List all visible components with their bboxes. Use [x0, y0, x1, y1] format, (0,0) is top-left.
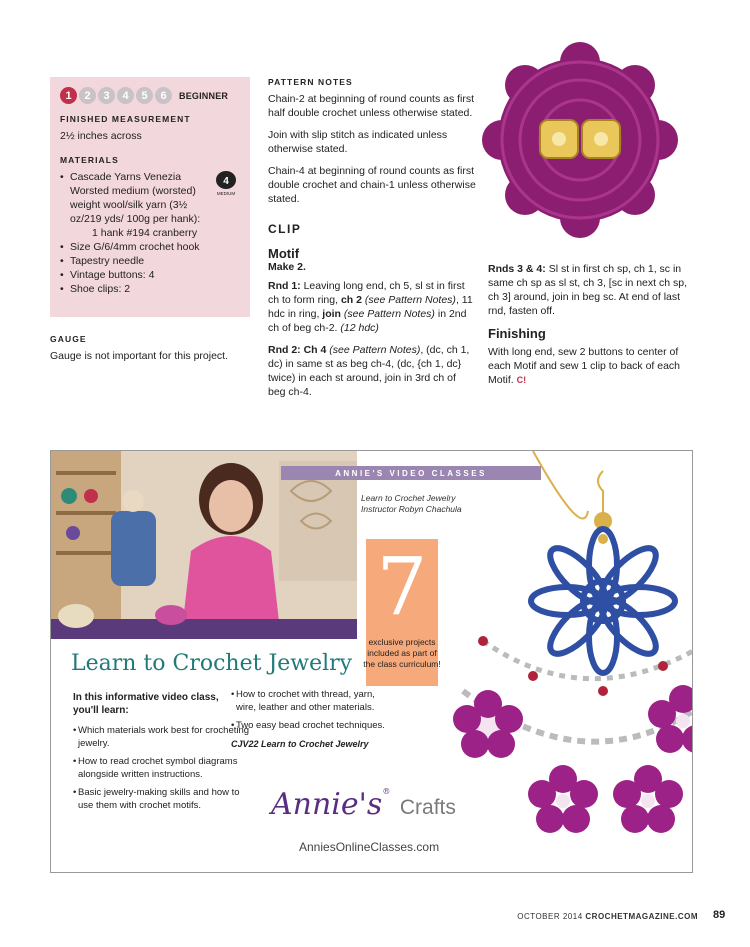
pattern-notes-heading: PATTERN NOTES — [268, 77, 353, 87]
round-1-join-note: (see Pattern Notes) — [343, 308, 435, 320]
instructions-column-right — [488, 262, 698, 395]
round-2-label: Rnd 2: — [268, 344, 301, 356]
ad-url[interactable]: AnniesOnlineClasses.com — [299, 840, 440, 854]
page-number: 89 — [713, 909, 726, 921]
page-footer — [517, 912, 698, 921]
round-1-label: Rnd 1: — [268, 280, 301, 292]
round-2-note: (see Pattern Notes) — [329, 344, 421, 356]
round-1-note: (see Pattern Notes) — [364, 294, 456, 306]
ad-bullet: • How to read crochet symbol diagrams alongside written instructions. — [73, 756, 253, 781]
pattern-note: Chain-4 at beginning of round counts as first double crochet and chain-1 unless otherwise stated. — [268, 165, 476, 205]
skill-level-6: 6 — [155, 87, 172, 104]
finishing-heading: Finishing — [488, 326, 546, 341]
exclusive-projects-text: exclusive projects included as part of the class curriculum! — [363, 637, 441, 669]
make-count: Make 2. — [268, 261, 306, 273]
gauge-text: Gauge is not important for this project. — [50, 350, 229, 362]
motif-heading: Motif — [268, 246, 300, 261]
project-count: 7 — [376, 540, 428, 633]
crochet-clip-photo — [480, 40, 680, 240]
ad-bullet: • Which materials work best for crocheting jewelry. — [73, 725, 253, 750]
ad-lead: In this informative video class, you'll learn: — [73, 692, 219, 716]
material-yarn: Cascade Yarns Venezia Worsted medium (worsted) weight wool/silk yarn (3½ oz/219 yds/ 100g per hank): — [70, 171, 201, 225]
material-item: • Tapestry needle — [60, 254, 242, 268]
round-1-text-b: , 11 hdc in ring, — [268, 294, 473, 320]
round-1-join: join — [322, 308, 341, 320]
ad-title: Learn to Crochet Jewelry — [71, 651, 353, 676]
skill-level-3: 3 — [98, 87, 115, 104]
ad-course-line: Learn to Crochet Jewelry — [361, 493, 456, 503]
round-1-text-c: in 2nd ch of beg ch-2. — [268, 308, 467, 334]
rounds-3-4-text: Sl st in first ch sp, ch 1, sc in same ch sp as sl st, ch 3, [sc in next ch sp, ch 3] around, join in beg sc. At end of last rnd, fasten off. — [488, 263, 687, 317]
yarn-weight-number: 4 — [223, 176, 229, 187]
round-1-ch2: ch 2 — [340, 294, 362, 306]
footer-month: OCTOBER 2014 — [517, 912, 583, 921]
specs-box — [50, 77, 250, 317]
skill-level-label: BEGINNER — [179, 90, 229, 101]
ad-bullet: • How to crochet with thread, yarn, wire, leather and other materials. — [231, 689, 391, 714]
ad-product-code: CJV22 Learn to Crochet Jewelry — [231, 738, 369, 749]
clip-heading: CLIP — [268, 222, 302, 236]
materials-heading: MATERIALS — [60, 155, 119, 165]
material-item: • Vintage buttons: 4 — [60, 268, 242, 282]
rounds-3-4 — [488, 262, 698, 318]
annies-crafts-logo[interactable] — [271, 787, 456, 822]
skill-level-5: 5 — [136, 87, 153, 104]
rounds-3-4-label: Rnds 3 & 4: — [488, 263, 546, 275]
ad-bullet: • Basic jewelry-making skills and how to use them with crochet motifs. — [73, 787, 253, 812]
pattern-note: Join with slip stitch as indicated unless otherwise stated. — [268, 129, 448, 155]
round-1 — [268, 279, 476, 335]
ad-banner: ANNIE'S VIDEO CLASSES — [281, 466, 541, 480]
instructions-column — [268, 77, 476, 407]
gauge-heading: GAUGE — [50, 334, 87, 344]
round-1-text: Leaving long end, ch 5, sl st in first ch to form ring, — [268, 280, 465, 306]
ad-instructor-line: Instructor Robyn Chachula — [361, 504, 462, 514]
material-item: • Shoe clips: 2 — [60, 282, 242, 296]
round-2 — [268, 343, 476, 399]
round-2-ch4: Ch 4 — [303, 344, 327, 356]
round-1-count: (12 hdc) — [340, 322, 379, 334]
ad-bullets-right — [231, 689, 391, 749]
finished-value: 2½ inches across — [60, 130, 142, 142]
end-mark: C! — [516, 375, 527, 385]
skill-level-2: 2 — [79, 87, 96, 104]
logo-main: Annie's — [271, 787, 383, 822]
round-2-text: , (dc, ch 1, dc) in same st as beg ch-4, (dc, {ch 1, dc} twice) in each st around, join in 3rd ch of beg ch-4. — [268, 344, 470, 398]
footer-site: CROCHETMAGAZINE.COM — [585, 912, 698, 921]
pattern-note: Chain-2 at beginning of round counts as first half double crochet unless otherwise stated. — [268, 93, 475, 119]
skill-level-1: 1 — [60, 87, 77, 104]
ad-bullet: • Two easy bead crochet techniques. — [231, 720, 391, 733]
jewelry-photo — [443, 451, 693, 873]
skill-level-4: 4 — [117, 87, 134, 104]
material-yarn-hank: 1 hank #194 cranberry — [92, 227, 198, 239]
finishing-text — [488, 345, 698, 387]
yarn-weight-label: MEDIUM — [216, 191, 236, 196]
finishing-body: With long end, sew 2 buttons to center of each Motif and sew 1 clip to back of each Motif. — [488, 346, 681, 386]
yarn-weight-icon — [214, 170, 238, 196]
material-item: • Size G/6/4mm crochet hook — [60, 240, 242, 254]
video-class-ad[interactable] — [50, 450, 693, 873]
skill-level — [60, 87, 242, 104]
logo-registered: ® — [382, 787, 391, 796]
logo-sub: Crafts — [399, 796, 456, 819]
finished-heading: FINISHED MEASUREMENT — [60, 114, 191, 124]
ad-bullets-left — [73, 725, 253, 818]
